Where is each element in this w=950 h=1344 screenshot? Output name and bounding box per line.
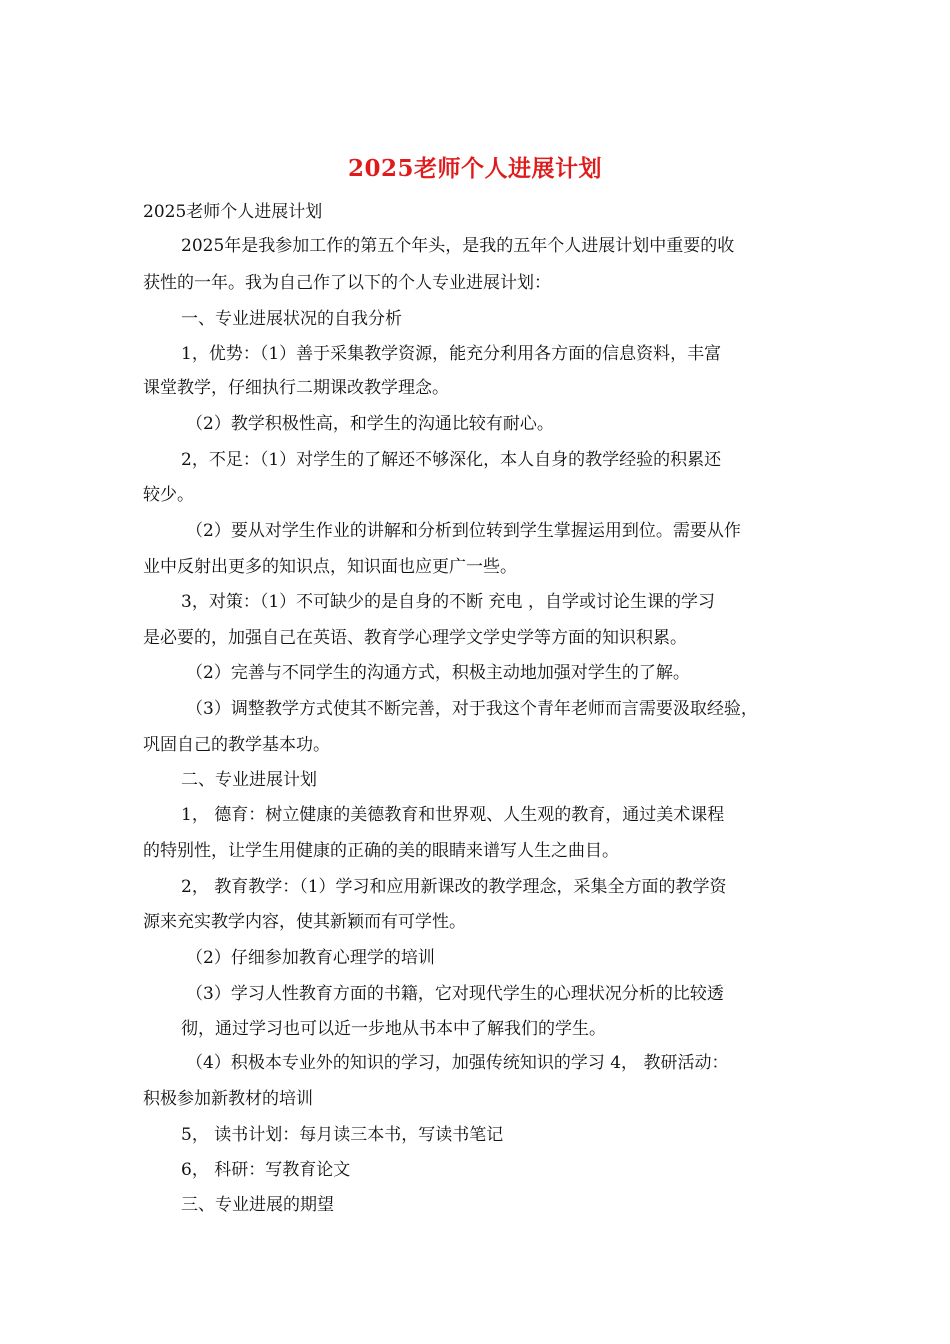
paragraph-line: 彻，通过学习也可以近一步地从书本中了解我们的学生。	[181, 1019, 606, 1039]
paragraph-line: 的特别性，让学生用健康的正确的美的眼睛来谱写人生之曲目。	[143, 841, 619, 861]
paragraph-line: 业中反射出更多的知识点，知识面也应更广一些。	[143, 557, 517, 577]
section-heading-2: 二、专业进展计划	[181, 770, 317, 790]
paragraph-line: 2， 教育教学：（1）学习和应用新课改的教学理念，采集全方面的教学资	[181, 877, 727, 897]
paragraph-line: （2）完善与不同学生的沟通方式，积极主动地加强对学生的了解。	[186, 663, 690, 683]
paragraph-line: （2）仔细参加教育心理学的培训	[186, 948, 435, 968]
document-title: 2025老师个人进展计划	[347, 155, 602, 182]
paragraph-line: 是必要的，加强自己在英语、教育学心理学文学史学等方面的知识积累。	[143, 628, 687, 648]
paragraph-line: （3）调整教学方式使其不断完善，对于我这个青年老师而言需要汲取经验，	[186, 699, 758, 719]
section-heading-3: 三、专业进展的期望	[181, 1195, 334, 1215]
paragraph-line: 课堂教学，仔细执行二期课改教学理念。	[143, 378, 449, 398]
paragraph-line: 巩固自己的教学基本功。	[143, 735, 330, 755]
section-heading-1: 一、专业进展状况的自我分析	[181, 309, 402, 329]
paragraph-line: 积极参加新教材的培训	[143, 1089, 313, 1109]
subtitle-line: 2025老师个人进展计划	[143, 202, 323, 222]
paragraph-line: 2025年是我参加工作的第五个年头，是我的五年个人进展计划中重要的收	[181, 236, 735, 256]
paragraph-line: 1， 德育：树立健康的美德教育和世界观、人生观的教育，通过美术课程	[181, 805, 725, 825]
paragraph-line: 源来充实教学内容，使其新颖而有可学性。	[143, 912, 466, 932]
paragraph-line: （2）要从对学生作业的讲解和分析到位转到学生掌握运用到位。需要从作	[186, 521, 741, 541]
paragraph-line: 1，优势：（1）善于采集教学资源，能充分利用各方面的信息资料，丰富	[181, 344, 722, 364]
paragraph-line: 较少。	[143, 485, 194, 505]
paragraph-line: 获性的一年。我为自己作了以下的个人专业进展计划：	[143, 273, 551, 293]
paragraph-line: （2）教学积极性高，和学生的沟通比较有耐心。	[186, 414, 554, 434]
paragraph-line: （3）学习人性教育方面的书籍，它对现代学生的心理状况分析的比较透	[186, 984, 724, 1004]
paragraph-line: 5， 读书计划：每月读三本书，写读书笔记	[181, 1125, 504, 1145]
paragraph-line: 6， 科研：写教育论文	[181, 1160, 351, 1180]
paragraph-line: （4）积极本专业外的知识的学习，加强传统知识的学习 4， 教研活动：	[186, 1053, 729, 1073]
paragraph-line: 3，对策：（1）不可缺少的是自身的不断 充电 ，自学或讨论生课的学习	[181, 592, 715, 612]
paragraph-line: 2，不足：（1）对学生的了解还不够深化，本人自身的教学经验的积累还	[181, 450, 722, 470]
